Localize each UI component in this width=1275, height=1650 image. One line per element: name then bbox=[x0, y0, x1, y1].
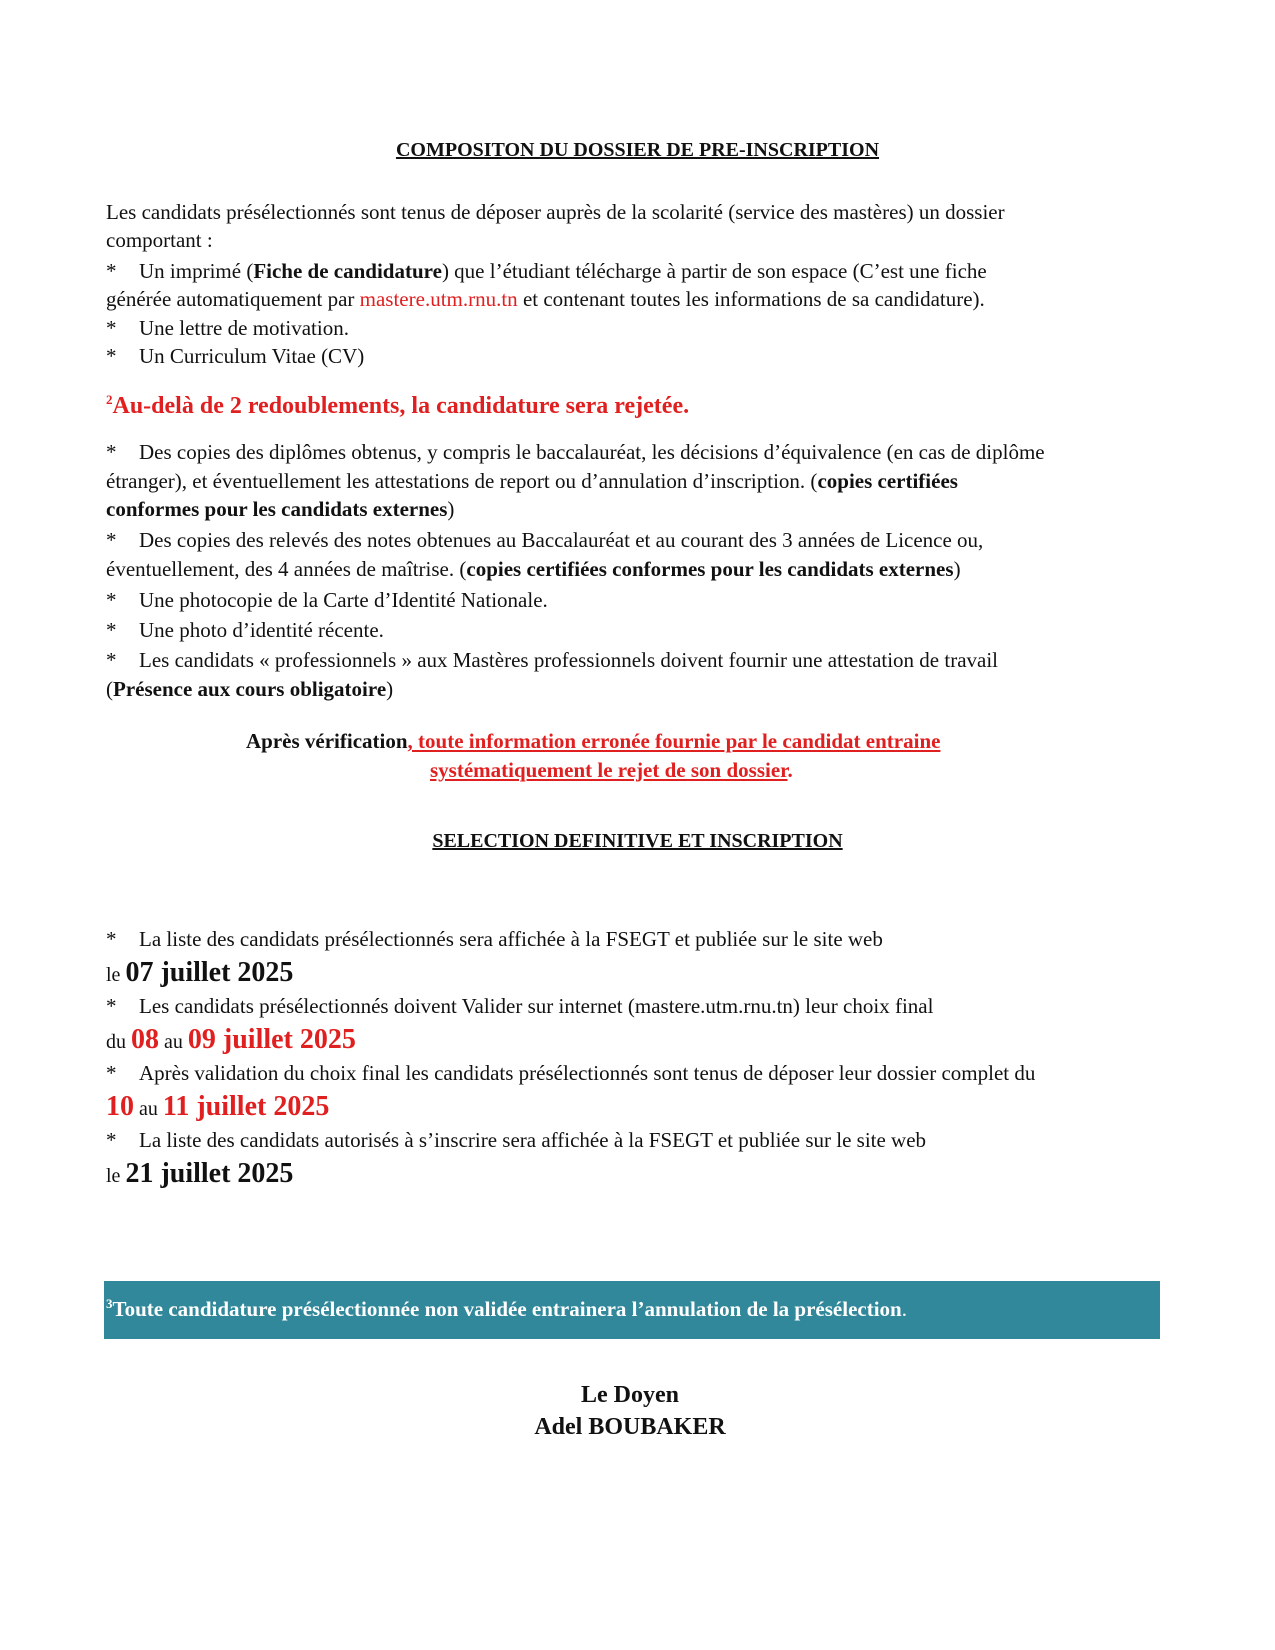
signature-name: Adel BOUBAKER bbox=[534, 1414, 726, 1440]
bullet: * bbox=[106, 259, 117, 283]
list-item-cont: (Présence aux cours obligatoire) bbox=[106, 677, 394, 701]
step-date: 10 au 11 juillet 2025 bbox=[106, 1091, 330, 1122]
bullet: * bbox=[106, 648, 117, 672]
step-item: * Les candidats présélectionnés doivent Valider sur internet (mastere.utm.rnu.tn) leur choix final bbox=[106, 994, 934, 1018]
list-item: * Un Curriculum Vitae (CV) bbox=[106, 344, 365, 368]
list-item-cont: conformes pour les candidats externes) bbox=[106, 497, 455, 521]
step-item: * Après validation du choix final les candidats présélectionnés sont tenus de déposer leur dossier complet du bbox=[106, 1061, 1036, 1085]
bullet: * bbox=[106, 618, 117, 642]
step-date: du 08 au 09 juillet 2025 bbox=[106, 1024, 356, 1055]
list-item: * Des copies des diplômes obtenus, y compris le baccalauréat, les décisions d’équivalence (en cas de diplôme bbox=[106, 440, 1045, 464]
bullet: * bbox=[106, 1061, 117, 1085]
step-date: le 21 juillet 2025 bbox=[106, 1158, 294, 1189]
bullet: * bbox=[106, 344, 117, 368]
list-item-cont: éventuellement, des 4 années de maîtrise. (copies certifiées conformes pour les candidats externes) bbox=[106, 557, 961, 581]
bullet: * bbox=[106, 588, 117, 612]
list-item: * Des copies des relevés des notes obtenues au Baccalauréat et au courant des 3 années de Licence ou, bbox=[106, 528, 984, 552]
list-item-cont: étranger), et éventuellement les attestations de report ou d’annulation d’inscription. (copies certifiées bbox=[106, 469, 958, 493]
intro-text-cont: comportant : bbox=[106, 228, 213, 252]
intro-text: Les candidats présélectionnés sont tenus de déposer auprès de la scolarité (service des mastères) un dossier bbox=[106, 200, 1005, 224]
list-item: * Une photo d’identité récente. bbox=[106, 618, 384, 642]
list-item-cont: générée automatiquement par mastere.utm.rnu.tn et contenant toutes les informations de sa candidature). bbox=[106, 287, 985, 311]
bullet: * bbox=[106, 927, 117, 951]
bullet: * bbox=[106, 440, 117, 464]
list-item: * Une photocopie de la Carte d’Identité Nationale. bbox=[106, 588, 548, 612]
signature-role: Le Doyen bbox=[581, 1382, 679, 1408]
list-item: * Un imprimé (Fiche de candidature) que l’étudiant télécharge à partir de son espace (C’est une fiche bbox=[106, 259, 987, 283]
section-title-composition: COMPOSITON DU DOSSIER DE PRE-INSCRIPTION bbox=[395, 139, 880, 161]
bullet: * bbox=[106, 994, 117, 1018]
mastere-link[interactable]: mastere.utm.rnu.tn bbox=[359, 287, 518, 311]
section-title-selection: SELECTION DEFINITIVE ET INSCRIPTION bbox=[432, 830, 843, 852]
warning-text: Après vérification, toute information erronée fournie par le candidat entraine bbox=[246, 729, 941, 753]
step-item: * La liste des candidats autorisés à s’inscrire sera affichée à la FSEGT et publiée sur le site web bbox=[106, 1128, 927, 1152]
bullet: * bbox=[106, 316, 117, 340]
list-item: * Les candidats « professionnels » aux Mastères professionnels doivent fournir une attestation de travail bbox=[106, 648, 999, 672]
bullet: * bbox=[106, 1128, 117, 1152]
rejection-note: $^2$Au-delà de 2 redoublements, la candidature sera rejetée. bbox=[106, 392, 690, 419]
step-date: le 07 juillet 2025 bbox=[106, 957, 294, 988]
step-item: * La liste des candidats présélectionnés sera affichée à la FSEGT et publiée sur le site web bbox=[106, 927, 883, 951]
bullet: * bbox=[106, 528, 117, 552]
warning-text-cont: systématiquement le rejet de son dossier. bbox=[430, 758, 793, 782]
list-item: * Une lettre de motivation. bbox=[106, 316, 349, 340]
notice-banner-text: $^3$Toute candidature présélectionnée non validée entrainera l’annulation de la présélection. bbox=[106, 1296, 907, 1321]
